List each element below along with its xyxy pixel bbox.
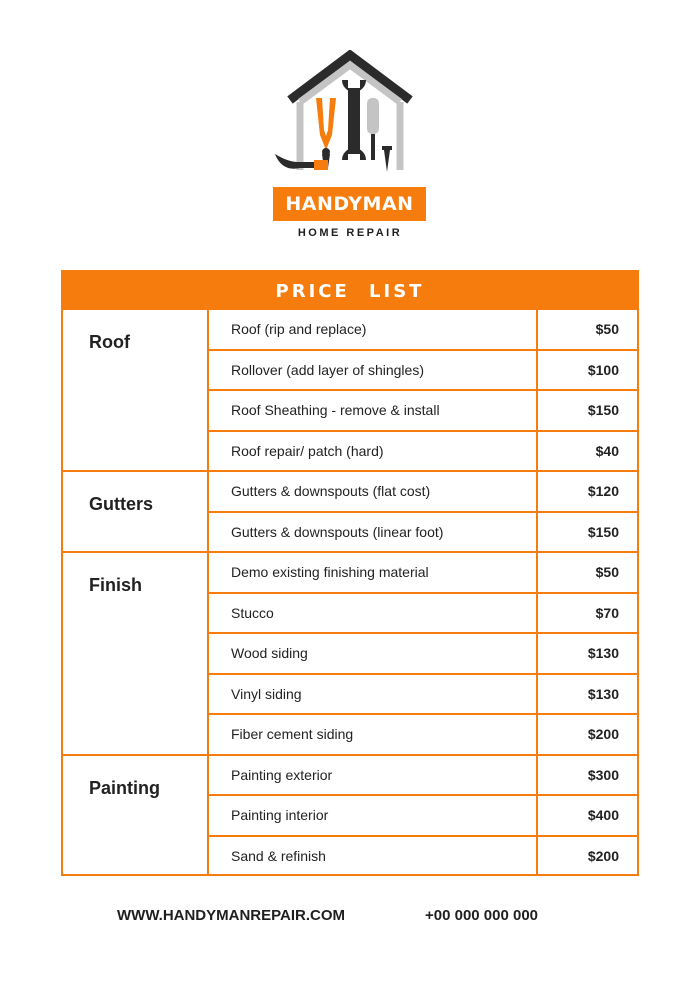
price-table <box>61 270 639 876</box>
website-link[interactable]: WWW.HANDYMANREPAIR.COM <box>117 907 346 924</box>
service-price: $40 <box>536 432 637 471</box>
table-row <box>209 794 637 835</box>
service-name: Painting exterior <box>231 766 333 783</box>
service-price: $130 <box>536 675 637 714</box>
table-row <box>209 756 637 795</box>
service-price: $150 <box>536 391 637 430</box>
service-name: Painting interior <box>231 807 329 824</box>
price-group-roof <box>63 310 637 470</box>
service-price: $120 <box>536 472 637 511</box>
table-row <box>209 472 637 511</box>
table-row <box>209 592 637 633</box>
service-name: Rollover (add layer of shingles) <box>231 361 424 378</box>
service-price: $150 <box>536 513 637 552</box>
table-row <box>209 553 637 592</box>
logo <box>0 0 700 250</box>
category-label: Roof <box>63 310 209 470</box>
table-row <box>209 632 637 673</box>
price-groups <box>63 310 637 875</box>
service-price: $50 <box>536 553 637 592</box>
table-row <box>209 511 637 552</box>
service-name: Fiber cement siding <box>231 726 354 743</box>
service-price: $200 <box>536 715 637 754</box>
category-label: Finish <box>63 553 209 754</box>
service-list <box>209 310 637 470</box>
price-group-painting <box>63 754 637 876</box>
category-label: Painting <box>63 756 209 876</box>
service-price: $130 <box>536 634 637 673</box>
category-label: Gutters <box>63 472 209 551</box>
service-name: Roof Sheathing - remove & install <box>231 402 440 419</box>
service-price: $100 <box>536 351 637 390</box>
price-group-gutters <box>63 470 637 551</box>
service-name: Sand & refinish <box>231 847 326 864</box>
service-price: $200 <box>536 837 637 876</box>
table-row <box>209 430 637 471</box>
service-name: Roof (rip and replace) <box>231 321 367 338</box>
table-row <box>209 310 637 349</box>
price-group-finish <box>63 551 637 754</box>
brand-name: HANDYMAN <box>273 187 426 221</box>
service-price: $50 <box>536 310 637 349</box>
table-row <box>209 713 637 754</box>
service-price: $400 <box>536 796 637 835</box>
service-name: Demo existing finishing material <box>231 564 429 581</box>
service-name: Wood siding <box>231 645 308 662</box>
service-name: Gutters & downspouts (flat cost) <box>231 483 431 500</box>
service-list <box>209 553 637 754</box>
service-list <box>209 756 637 876</box>
service-price: $70 <box>536 594 637 633</box>
table-row <box>209 673 637 714</box>
table-title: PRICE LIST <box>63 272 637 310</box>
service-name: Stucco <box>231 604 274 621</box>
service-name: Gutters & downspouts (linear foot) <box>231 523 444 540</box>
house-tools-icon <box>270 50 430 180</box>
service-price: $300 <box>536 756 637 795</box>
table-row <box>209 835 637 876</box>
table-row <box>209 389 637 430</box>
table-row <box>209 349 637 390</box>
service-list <box>209 472 637 551</box>
brand-tagline: HOME REPAIR <box>297 227 403 239</box>
service-name: Vinyl siding <box>231 685 302 702</box>
phone-number: +00 000 000 000 <box>425 907 539 924</box>
service-name: Roof repair/ patch (hard) <box>231 442 384 459</box>
